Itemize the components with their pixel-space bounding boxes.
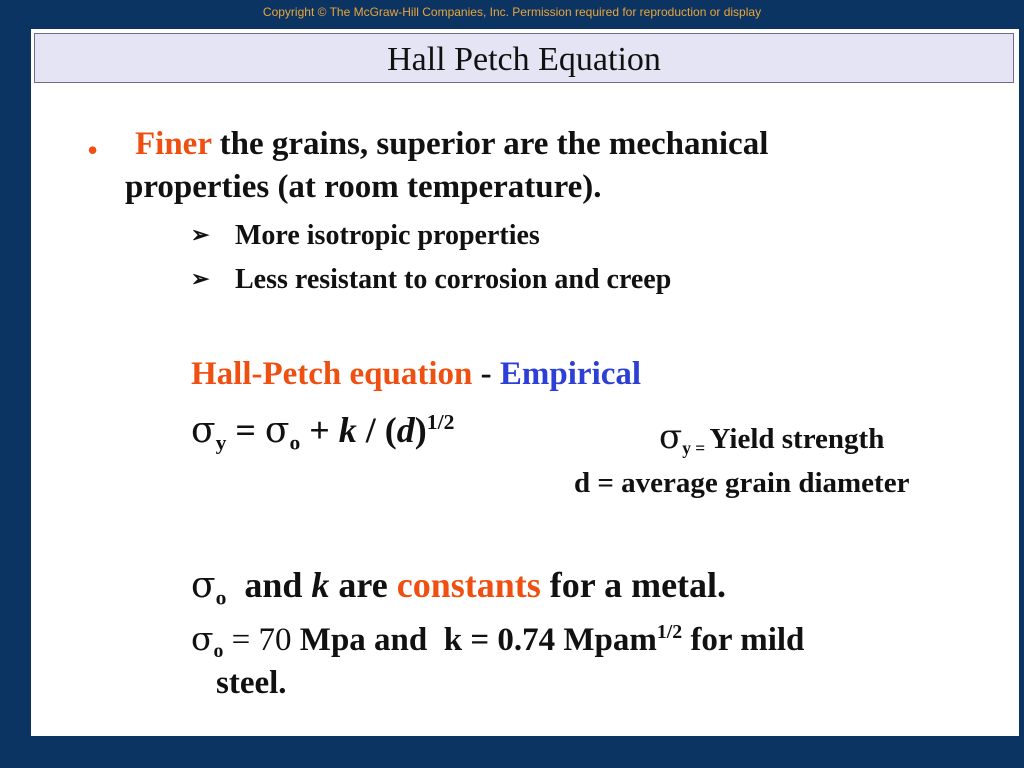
sigma-symbol: σ <box>191 619 214 658</box>
copyright-notice: Copyright © The McGraw-Hill Companies, Inc. Permission required for reproduction or display <box>262 5 762 19</box>
slide-title: Hall Petch Equation <box>34 33 1014 83</box>
slash-open: / ( <box>356 410 397 450</box>
yield-subscript: y = <box>682 438 710 459</box>
mild-steel-values <box>191 619 805 662</box>
subitem-isotropic <box>191 220 540 252</box>
bullet-line-1 <box>135 126 768 163</box>
sigma-symbol: σ <box>659 417 683 457</box>
value-70: = 70 <box>223 622 300 658</box>
subscript-o: o <box>289 430 301 455</box>
heading-dash: - <box>472 356 500 392</box>
k-variable: k <box>338 410 357 450</box>
values-tail: for mild <box>682 622 805 658</box>
plus-sign: + <box>300 410 339 450</box>
hall-petch-heading <box>191 356 641 393</box>
yield-text: Yield strength <box>709 423 885 455</box>
constants-highlight: constants <box>396 565 541 605</box>
sigma-symbol: σ <box>264 410 290 451</box>
constants-rest: for a metal. <box>540 565 727 605</box>
subitem-label: More isotropic properties <box>235 220 540 251</box>
slide-body <box>31 29 1019 736</box>
subitem-label: Less resistant to corrosion and creep <box>235 264 672 295</box>
arrow-bullet-icon: ➢ <box>191 266 210 291</box>
grain-diameter-definition: d = average grain diameter <box>574 467 910 499</box>
and-word: and <box>226 565 312 605</box>
sigma-symbol: σ <box>191 565 216 606</box>
finer-highlight: Finer <box>135 126 212 162</box>
bullet-icon: • <box>87 132 99 168</box>
exponent-half: 1/2 <box>656 621 683 644</box>
subscript-o: o <box>215 585 227 610</box>
subscript-o: o <box>213 639 224 662</box>
are-word: are <box>329 565 397 605</box>
empirical-label: Empirical <box>499 356 642 392</box>
d-variable: d <box>396 410 415 450</box>
subscript-y: y <box>215 430 227 455</box>
k-variable: k <box>311 565 330 605</box>
subitem-corrosion <box>191 264 671 296</box>
values-rest: Mpa and k = 0.74 Mpam <box>299 622 657 658</box>
yield-definition <box>659 417 884 457</box>
sigma-symbol: σ <box>191 410 216 451</box>
hall-petch-formula <box>191 409 455 455</box>
constants-statement <box>191 564 727 610</box>
equals-sign: = <box>226 410 265 450</box>
mild-steel-continuation: steel. <box>216 665 287 701</box>
exponent-half: 1/2 <box>426 410 455 435</box>
bullet-line-2: properties (at room temperature). <box>125 169 602 205</box>
hall-petch-label: Hall-Petch equation <box>191 356 473 392</box>
paren-close: ) <box>414 410 427 450</box>
bullet-line-1-rest: the grains, superior are the mechanical <box>211 126 769 162</box>
arrow-bullet-icon: ➢ <box>191 222 210 247</box>
